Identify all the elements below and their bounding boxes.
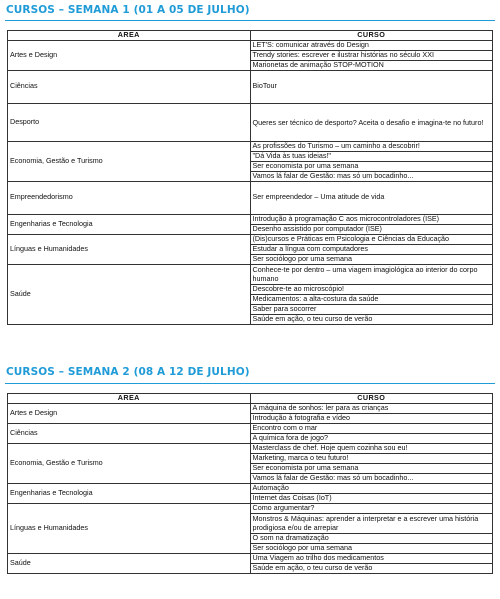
- course-cell: Marketing, marca o teu futuro!: [250, 453, 493, 463]
- table-row: [8, 503, 493, 513]
- area-cell: Engenharias e Tecnologia: [8, 483, 251, 503]
- table-row: [8, 403, 493, 413]
- course-cell: Vamos lá falar de Gestão: mas só um bocadinho...: [250, 473, 493, 483]
- week1-title-rule: [5, 20, 495, 21]
- course-column-header: CURSO: [250, 31, 493, 41]
- course-cell: Ser sociólogo por uma semana: [250, 543, 493, 553]
- week2-title: CURSOS – SEMANA 2 (08 A 12 DE JULHO): [6, 366, 250, 378]
- course-cell: Conhece-te por dentro – uma viagem imagiológica ao interior do corpo humano: [250, 264, 493, 284]
- week1-courses-table: [7, 30, 493, 325]
- table-row: [8, 264, 493, 284]
- table-row: [8, 103, 493, 141]
- course-cell: Ser economista por uma semana: [250, 161, 493, 171]
- table-row: [8, 443, 493, 453]
- area-cell: Engenharias e Tecnologia: [8, 214, 251, 234]
- area-cell: Ciências: [8, 70, 251, 103]
- course-cell: "Dá Vida às tuas ideias!": [250, 151, 493, 161]
- table-header-row: [8, 394, 493, 404]
- table-row: [8, 553, 493, 563]
- course-cell: Vamos lá falar de Gestão: mas só um bocadinho...: [250, 171, 493, 181]
- course-cell: Ser sociólogo por uma semana: [250, 254, 493, 264]
- area-cell: Línguas e Humanidades: [8, 234, 251, 264]
- course-cell: Automação: [250, 483, 493, 493]
- area-cell: Línguas e Humanidades: [8, 503, 251, 553]
- area-cell: Artes e Design: [8, 40, 251, 70]
- area-cell: Economia, Gestão e Turismo: [8, 141, 251, 181]
- area-cell: Desporto: [8, 103, 251, 141]
- course-cell: BioTour: [250, 70, 493, 103]
- week2-courses-table: [7, 393, 493, 574]
- course-cell: (Dis)cursos e Práticas em Psicologia e Ciências da Educação: [250, 234, 493, 244]
- week2-title-rule: [5, 383, 495, 384]
- course-cell: Saúde em ação, o teu curso de verão: [250, 314, 493, 324]
- course-cell: Ser economista por uma semana: [250, 463, 493, 473]
- course-cell: Estudar a língua com computadores: [250, 244, 493, 254]
- table-row: [8, 214, 493, 224]
- course-cell: Uma Viagem ao trilho dos medicamentos: [250, 553, 493, 563]
- course-cell: A máquina de sonhos: ler para as crianças: [250, 403, 493, 413]
- table-row: [8, 181, 493, 214]
- course-column-header: CURSO: [250, 394, 493, 404]
- course-cell: Saúde em ação, o teu curso de verão: [250, 563, 493, 573]
- course-cell: LET'S: comunicar através do Design: [250, 40, 493, 50]
- area-column-header: AREA: [8, 394, 251, 404]
- area-column-header: AREA: [8, 31, 251, 41]
- course-cell: Medicamentos: a alta-costura da saúde: [250, 294, 493, 304]
- course-cell: Introdução à programação C aos microcontroladores (ISE): [250, 214, 493, 224]
- course-cell: Introdução à fotografia e vídeo: [250, 413, 493, 423]
- area-cell: Artes e Design: [8, 403, 251, 423]
- course-cell: Descobre-te ao microscópio!: [250, 284, 493, 294]
- area-cell: Ciências: [8, 423, 251, 443]
- course-cell: Como argumentar?: [250, 503, 493, 513]
- course-cell: Masterclass de chef. Hoje quem cozinha sou eu!: [250, 443, 493, 453]
- course-cell: O som na dramatização: [250, 533, 493, 543]
- course-cell: Encontro com o mar: [250, 423, 493, 433]
- course-cell: Monstros & Máquinas: aprender a interpretar e a escrever uma história prodigiosa e/ou de arrepiar: [250, 513, 493, 533]
- course-cell: A química fora de jogo?: [250, 433, 493, 443]
- week1-title: CURSOS – SEMANA 1 (01 A 05 DE JULHO): [6, 4, 250, 16]
- area-cell: Empreendedorismo: [8, 181, 251, 214]
- table-row: [8, 70, 493, 103]
- table-header-row: [8, 31, 493, 41]
- course-cell: Internet das Coisas (IoT): [250, 493, 493, 503]
- table-row: [8, 483, 493, 493]
- course-cell: Ser empreendedor – Uma atitude de vida: [250, 181, 493, 214]
- table-row: [8, 141, 493, 151]
- course-cell: As profissões do Turismo – um caminho a descobrir!: [250, 141, 493, 151]
- table-row: [8, 40, 493, 50]
- table-row: [8, 234, 493, 244]
- area-cell: Economia, Gestão e Turismo: [8, 443, 251, 483]
- area-cell: Saúde: [8, 553, 251, 573]
- course-cell: Trendy stories: escrever e ilustrar histórias no século XXI: [250, 50, 493, 60]
- course-cell: Queres ser técnico de desporto? Aceita o desafio e imagina-te no futuro!: [250, 103, 493, 141]
- area-cell: Saúde: [8, 264, 251, 324]
- table-row: [8, 423, 493, 433]
- course-cell: Desenho assistido por computador (ISE): [250, 224, 493, 234]
- course-cell: Marionetas de animação STOP-MOTION: [250, 60, 493, 70]
- course-cell: Saber para socorrer: [250, 304, 493, 314]
